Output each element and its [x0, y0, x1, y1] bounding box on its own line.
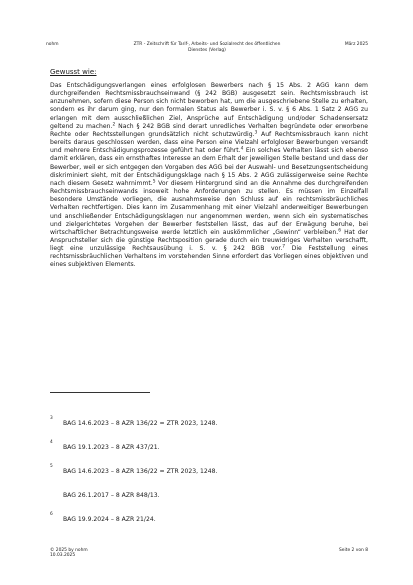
body-sentence-4: Ein solches Verhalten lässt sich ebenso damit erklären, dass ein ernsthaftes Interesse an dem Erhalt der jeweiligen Stelle bestand und dass der Bewerber, weil er sich entgegen den Vorgaben des AGG bei der Auswahl- und Besetzungsentscheidung diskriminiert sieht, mit der Entschädigungsklage nach § 15 Abs. 2 AGG zulässigerweise seine Rechte nach diesem Gesetz wahrnimmt. — [50, 147, 368, 187]
footnote-item — [50, 416, 368, 444]
header-publication-line1: ZTR - Zeitschrift für Tarif-, Arbeits- und Sozialrecht des öffentlichen — [133, 42, 281, 47]
footnote-text: BAG 19.9.2024 – 8 AZR 21/24. — [63, 516, 156, 523]
header-publication — [46, 42, 368, 53]
footnotes — [50, 416, 368, 540]
section-title: Gewusst wie: — [50, 68, 97, 76]
footnote-item — [50, 492, 368, 516]
footnote-number: 5 — [50, 464, 53, 469]
footnote-text: BAG 26.1.2017 – 8 AZR 848/13. — [63, 492, 160, 499]
page-header — [46, 42, 368, 60]
footer-date: 10.03.2025 — [50, 553, 76, 559]
footnote-text: BAG 19.1.2023 – 8 AZR 437/21. — [63, 444, 160, 451]
footnote-ref-5[interactable]: 5 — [152, 179, 156, 185]
footnote-number: 6 — [50, 512, 53, 517]
header-date: März 2025 — [344, 42, 368, 47]
footnote-text: BAG 14.6.2023 – 8 AZR 136/22 = ZTR 2023, 1248. — [63, 468, 218, 475]
body-sentence-2: Nach § 242 BGB sind derart unredliches Verhalten begründete oder erworbene Rechte oder Rechtsstellungen grundsätzlich nicht schutzwürdig. — [50, 122, 368, 138]
footnote-number: 4 — [50, 440, 53, 445]
page-footer — [50, 548, 368, 559]
footer-page-number: Seite 2 von 8 — [339, 548, 368, 553]
footer-copyright: © 2025 by nohm — [50, 548, 88, 553]
body-paragraph — [50, 82, 368, 270]
footnote-text: BAG 14.6.2023 – 8 AZR 136/22 = ZTR 2023, 1248. — [63, 420, 218, 427]
footnote-ref-3[interactable]: 3 — [254, 130, 258, 136]
body-sentence-7: Die Feststellung eines rechtsmissbräuchlichen Verhaltens im vorstehenden Sinne erfordert das Vorliegen eines objektiven und eines subjektiven Elements. — [50, 245, 368, 269]
body-sentence-6: Hat der Anspruchsteller sich die günstige Rechtsposition gerade durch ein treuwidriges Verhalten verschafft, liegt eine unzulässige Rechtsausübung i. S. v. § 242 BGB vor. — [50, 228, 368, 253]
footnote-divider — [50, 392, 150, 393]
footnote-item — [50, 440, 368, 468]
footnote-ref-6[interactable]: 6 — [338, 228, 342, 234]
body-sentence-1: Das Entschädigungsverlangen eines erfolglosen Bewerbers nach § 15 Abs. 2 AGG kann dem durchgreifenden Rechtsmissbrauchseinwand (§ 242 BGB) ausgesetzt sein. Rechtsmissbrauch ist anzunehmen, sofern diese Person sich nicht beworben hat, um die ausgeschriebene Stelle zu erhalten, sondern es ihr darum ging, nur den formalen Status als Bewerber i. S. v. § 6 Abs. 1 Satz 2 AGG zu erlangen mit dem ausschließlichen Ziel, Ansprüche auf Entschädigung und/oder Schadensersatz geltend zu machen. — [50, 82, 368, 130]
body-sentence-3: Auf Rechtsmissbrauch kann nicht bereits daraus geschlossen werden, dass eine Person eine Vielzahl erfolgloser Bewerbungen versandt und mehrere Entschädigungsprozesse geführt hat oder führt. — [50, 130, 369, 155]
footnote-ref-7[interactable]: 7 — [282, 244, 286, 250]
header-author: nohm — [46, 42, 59, 47]
header-publication-line2: Dienstes (Verlag) — [188, 47, 226, 53]
footnote-item — [50, 512, 368, 540]
footnote-item — [50, 464, 368, 492]
footnote-ref-2[interactable]: 2 — [112, 122, 116, 128]
body-sentence-5: Vor diesem Hintergrund sind an die Annahme des durchgreifenden Rechtsmissbrauchseinwands insoweit hohe Anforderungen zu stellen. Es müssen im Einzelfall besondere Umstände vorliegen, die ausnahmsweise den Schluss auf ein rechtsmissbräuchliches Verhalten rechtfertigen. Dies kann im Zusammenhang mit einer Vielzahl anderweitiger Bewerbungen und anschließender Entschädigungsklagen nur angenommen werden, wenn sich ein systematisches und zielgerichtetes Vorgehen der Bewerber feststellen lässt, das auf der Erwägung beruhe, bei wirtschaftlicher Betrachtungsweise werde letztlich ein auskömmlicher „Gewinn“ verbleiben. — [50, 179, 368, 236]
footnote-ref-4[interactable]: 4 — [240, 146, 244, 152]
footnote-number: 3 — [50, 416, 53, 421]
